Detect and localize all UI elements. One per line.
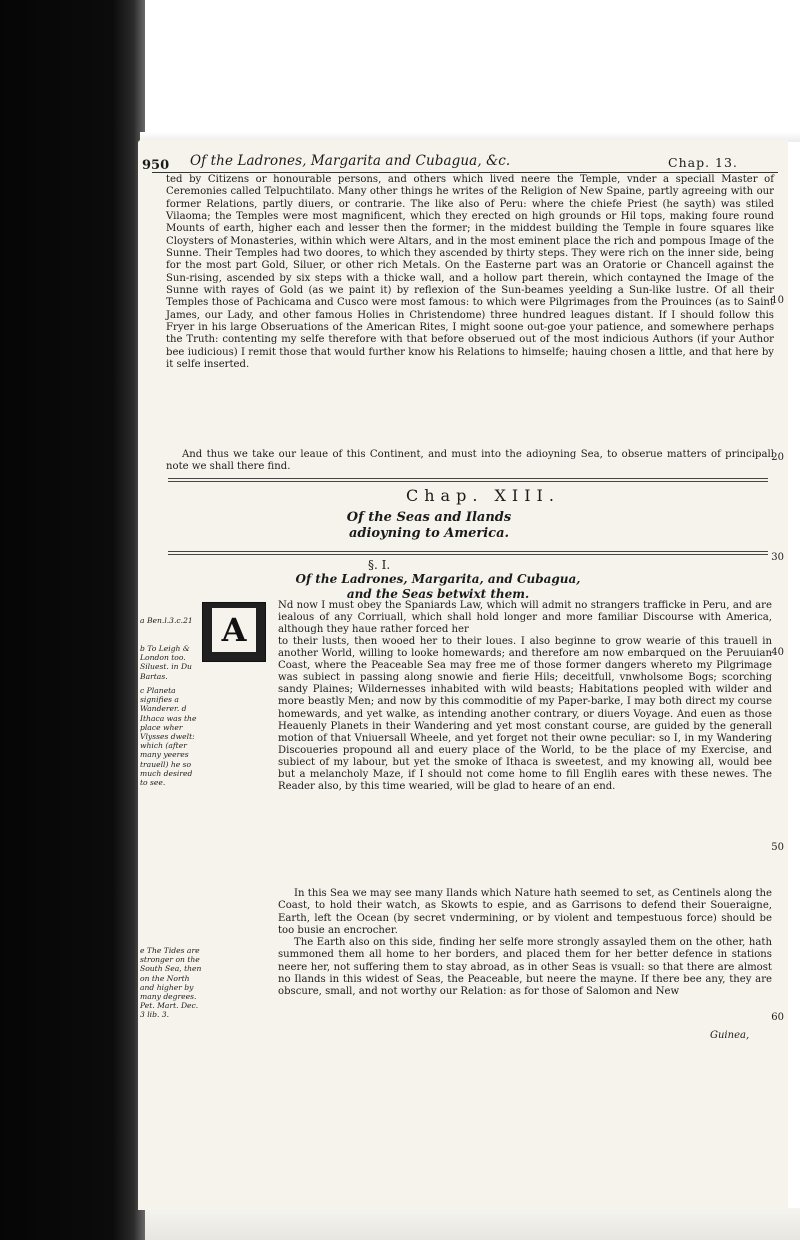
chapter-rule-2	[168, 554, 768, 555]
main-paragraph-ilands: In this Sea we may see many Ilands which Nature hath seemed to set, as Centinels along the Coast, to hold their watch, as Skowts to espie, and as Garrisons to defend their Soueraigne, Earth, left the Ocean (by secret vndermining, or by violent and tempestuous force) should be too busie an encrocher.	[278, 888, 772, 937]
main-paragraph-earth: The Earth also on this side, finding her selfe more strongly assayled them on the other, hath summoned them all home to her borders, and placed them for her better defence in stations neere her, not suffering them to stay abroad, as in other Seas is vsuall: so that there are almost no Ilands in this widest of Seas, the Peaceable, but neere the mayne. If there bee any, they are obscure, small, and not worthy our Relation: as for those of Salomon and New	[278, 937, 772, 998]
marginal-note-e: e The Tides are stronger on the South Sea, then on the North and higher by many degrees. Pet. Mart. Dec. 3 lib. 3.	[140, 946, 202, 1020]
catchword: Guinea,	[710, 1030, 750, 1041]
book-binding-shadow	[0, 0, 145, 1240]
main-paragraph: to their lusts, then wooed her to their loues. I also beginne to grow wearie of this trauell in another World, willing to looke homewards; and therefore am now embarqued on the Peruuian Coast, where the Peaceable Sea may free me of those former dangers whereto my Pilgrimage was subiect in passing along snowie and fierie Hils; deceitfull, vnwholsome Bogs; scorching sandy Plaines; Wildernesses inhabited with wild beasts; Habitations peopled with wilder and more beastly Men; and now by this commoditie of my Paper-barke, I may both direct my course homewards, and yet walke, as intending another contrary, or diuers Voyage. And euen as those Heauenly Planets in their Wandering and yet most constant course, are guided by the generall motion of that Vniuersall Wheele, and yet forget not their owne peculiar: so I, in my Wandering Discoueries propound all and euery place of the World, to be the place of my Exercise, and subiect of my labour, but yet the smoke of Ithaca is sweetest, and my knowing all, would bee but a melancholy Maze, if I should not come home to fill Englih eares with these newes. The Reader also, by this time wearied, will be glad to heare of an end.	[278, 636, 772, 793]
page-number: 950	[142, 158, 170, 173]
line-number-50: 50	[771, 842, 784, 853]
section-title: Of the Ladrones, Margarita, and Cubagua, and the Seas betwixt them.	[295, 572, 581, 601]
marginal-note-c-d: c Planeta signifies a Wanderer. d Ithaca was the place wher Vlysses dwelt: which (after many yeeres trauell) he so much desired to see.	[140, 686, 197, 788]
book-page	[138, 140, 788, 1210]
line-number-60: 60	[771, 1012, 784, 1023]
line-number-20: 20	[771, 452, 784, 463]
running-head: Of the Ladrones, Margarita and Cubagua, &c.	[190, 153, 511, 169]
main-paragraph-intro: Nd now I must obey the Spaniards Law, which will admit no strangers trafficke in Peru, and are iealous of any Corriuall, which shall hold longer and more familiar Discourse with America, although they haue rather forced her	[278, 600, 772, 636]
line-number-40: 40	[771, 647, 784, 658]
marginal-note-b: b To Leigh & London too. Siluest. in Du Bartas.	[140, 644, 192, 681]
top-paragraph: ted by Citizens or honourable persons, and others which lived neere the Temple, vnder a speciall Master of Ceremonies called Telpuchtilato. Many other things he writes of the Religion of New Spaine, partly agreeing with our former Relations, partly diuers, or contrarie. The like also of Peru: where the chiefe Priest (he sayth) was stiled Vilaoma; the Temples were most magnificent, which they erected on high grounds or Hil tops, making foure round Mounts of earth, higher each and lesser then the former; in the middest building the Temple in foure squares like Cloysters of Monasteries, within which were Altars, and in the most eminent place the rich and pompous Image of the Sunne. Their Temples had two doores, to which they ascended by thirty steps. They were rich on the inner side, being for the most part Gold, Siluer, or other rich Metals. On the Easterne part was an Oratorie or Chancell against the Sun-rising, ascended by six steps with a thicke wall, and a hollow part therein, which contayned the Image of the Sunne with rayes of Gold (as we paint it) by reflexion of the Sun-beames yeelding a Sun-like lustre. Of all their Temples those of Pachicama and Cusco were most famous: to which were Pilgrimages from the Prouinces (as to Saint James, our Lady, and other famous Holies in Christendome) three hundred leagues distant. If I should follow this Fryer in his large Obseruations of the American Rites, I might soone out-goe your patience, and somewhere perhaps the Truth: contenting my selfe therefore with that before obserued out of the most indicious Authors (if your Author bee iudicious) I remit those that would further know his Relations to himselfe; hauing chosen a little, and that here by it selfe inserted.	[166, 174, 774, 371]
line-number-10: 10	[771, 295, 784, 306]
section-rule-top	[168, 478, 768, 479]
top-paragraph-2: And thus we take our leaue of this Continent, and must into the adioyning Sea, to obserue matters of principall note we shall there find.	[166, 449, 774, 473]
section-label: §. I.	[368, 558, 391, 572]
header-rule	[152, 172, 778, 173]
chapter-reference: Chap. 13.	[668, 155, 738, 170]
chapter-rule	[168, 551, 768, 552]
marginal-note-a: a Ben.l.3.c.21	[140, 616, 193, 625]
line-number-30: 30	[771, 552, 784, 563]
chapter-label: Chap. XIII.	[406, 486, 560, 505]
drop-cap-letter: A	[212, 608, 256, 652]
chapter-title: Of the Seas and Ilands adioyning to America.	[346, 510, 512, 541]
section-rule-top-2	[168, 481, 768, 482]
page-bottom-edge	[145, 1208, 800, 1240]
